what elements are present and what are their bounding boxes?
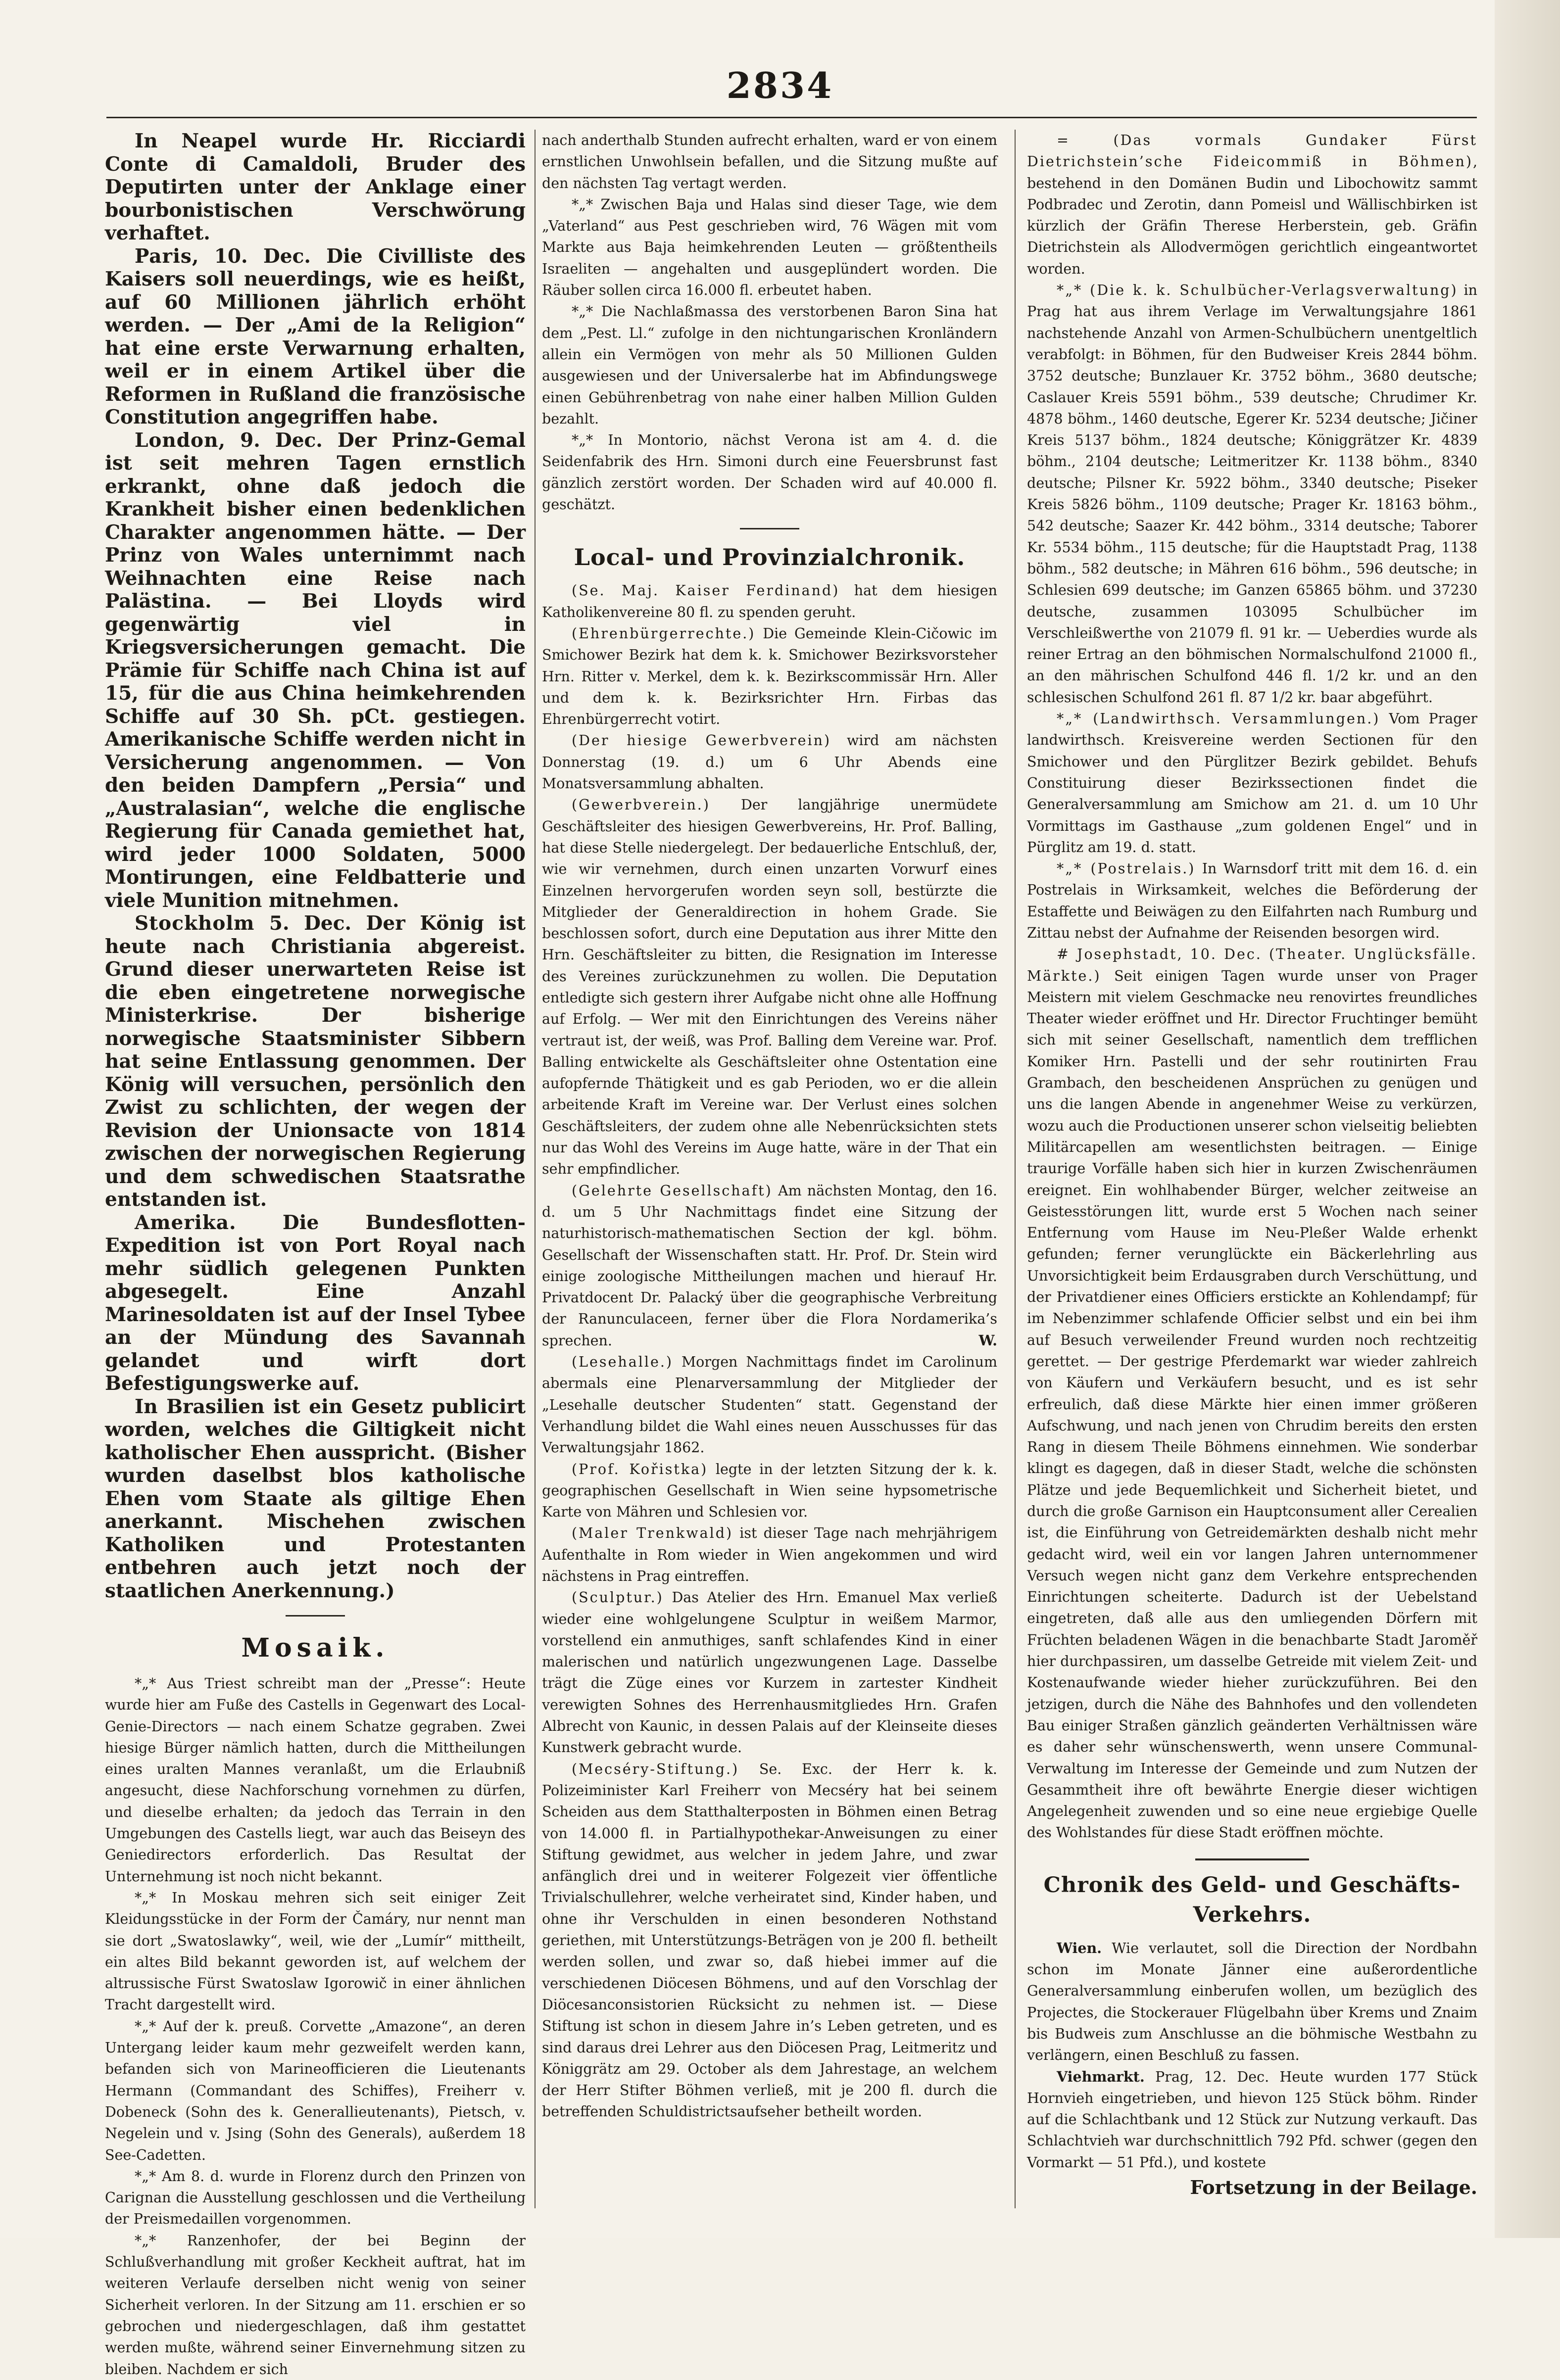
place-wien: Wien.	[1057, 1939, 1102, 1956]
column-3	[1027, 130, 1477, 2208]
page-number: 2834	[726, 64, 834, 106]
local-item-kaiser	[542, 580, 997, 623]
rubric: = (Das vormals Gundaker Fürst Dietrichstein’sche Fideicommiß in Böhmen)	[1027, 132, 1477, 170]
column-2	[542, 130, 997, 2208]
local-item-lesehalle	[542, 1351, 997, 1458]
news-amerika	[105, 1211, 526, 1395]
place-amerika: Amerika	[135, 1211, 229, 1234]
news-brasilien: In Brasilien ist ein Gesetz publicirt worden, welches die Giltigkeit nicht katholischer Ehen ausspricht. (Bisher wurden daselbst blos katholische Ehen vom Staate als giltige Ehen anerkannt. Mischehen zwischen Katholiken und Protestanten entbehren auch jetzt noch der staatlichen Anerkennung.)	[105, 1395, 526, 1602]
rubric: (Sculptur.)	[572, 1589, 664, 1606]
local-item-text: ist dieser Tage nach mehrjährigem Aufenthalte in Rom wieder in Wien angekommen und wird nächstens in Prag eintreffen.	[542, 1525, 997, 1584]
place-stockholm: Stockholm	[135, 912, 255, 935]
news-stockholm	[105, 912, 526, 1211]
local-item-trenkwald	[542, 1523, 997, 1587]
local-item-text: , bestehend in den Domänen Budin und Libochowitz sammt Podbradec und Zerotin, dann Pomeisl und Wällischbirken ist kürzlich der Gräfin Therese Herberstein, geb. Gräfin Dietrichstein als Allodvermögen gerichtlich eingeantwortet worden.	[1027, 153, 1477, 277]
column-divider-2	[1015, 130, 1016, 2208]
column-1	[105, 130, 526, 2378]
separator	[1195, 1858, 1309, 1860]
section-heading-geld-chronik: Chronik des Geld- und Geschäfts-Verkehrs.	[1043, 1872, 1461, 1927]
local-item-gewerbverein-1	[542, 730, 997, 794]
local-item-text: in Prag hat aus ihrem Verlage im Verwaltungsjahre 1861 nachstehende Anzahl von Armen-Schulbüchern unentgeltlich verabfolgt: in Böhmen, für den Budweiser Kreis 2844 böhm. 3752 deutsche; Bunzlauer Kr. 3752 böhm., 3680 deutsche; Caslauer Kreis 5591 böhm., 539 deutsche; Chrudimer Kr. 4878 böhm., 1460 deutsche, Egerer Kr. 5234 deutsche; Jičiner Kreis 5137 böhm., 1824 deutsche; Königgrätzer Kr. 4839 böhm., 2104 deutsche; Leitmeritzer Kr. 1138 böhm., 8340 deutsche; Pilsner Kr. 5922 böhm., 3340 deutsche; Piseker Kreis 5826 böhm., 1109 deutsche; Prager Kr. 18163 böhm., 542 deutsche; Saazer Kr. 442 böhm., 3314 deutsche; Taborer Kr. 5534 böhm., 115 deutsche; für die Hauptstadt Prag, 1138 böhm., 582 deutsche; in Mähren 616 böhm., 596 deutsche; in Schlesien 699 deutsche; im Ganzen 65865 böhm. und 37230 deutsche, zusammen 103095 Schulbücher im Verschleißwerthe von 21079 fl. 91 kr. — Ueberdies wurde als reiner Ertrag an den böhmischen Normalschulfond 21000 fl., an den mährischen Schulfond 446 fl. 1/2 kr. und an den schlesischen Schulfond 261 fl. 87 1/2 kr. baar abgeführt.	[1027, 282, 1478, 706]
rubric: (Gewerbverein.)	[572, 797, 710, 813]
local-item-text: Am nächsten Montag, den 16. d. um 5 Uhr Nachmittags findet eine Sitzung der naturhistorisch-mathematischen Section der kgl. böhm. Gesellschaft der Wissenschaften statt. Hr. Prof. Dr. Stein wird einige zoologische Mittheilungen machen und hierauf Hr. Privatdocent Dr. Palacký über die geographische Verbreitung der Ranunculaceen, ferner über die Flora Nordamerika’s sprechen.	[542, 1182, 997, 1349]
business-item-text: Wie verlautet, soll die Direction der Nordbahn schon im Monate Jänner eine außerordentliche Generalversammlung einberufen wollen, um bezüglich des Projectes, die Stockerauer Flügelbahn über Krems und Znaim bis Budweis zum Anschlusse an die böhmische Westbahn zu verlängern, einen Beschluß zu fassen.	[1027, 1940, 1477, 2064]
local-item-gewerbverein-2	[542, 794, 997, 1180]
place-london: London	[135, 428, 219, 452]
local-item-text: wird am nächsten Donnerstag (19. d.) um 6 Uhr Abends eine Monatsversammlung abhalten.	[542, 732, 997, 792]
local-item-text: In Warnsdorf tritt mit dem 16. d. ein Postrelais in Wirksamkeit, welches die Beförderung der Estaffette und Beiwägen zu den Eilfahrten nach Rumburg und Zittau nebst der Aufnahme der Reisenden besorgen wird.	[1027, 860, 1477, 941]
mosaik-item-montorio: *„* In Montorio, nächst Verona ist am 4. d. die Seidenfabrik des Hrn. Simoni durch eine Feuersbrunst fast gänzlich zerstört worden. Der Schaden wird auf 40.000 fl. geschätzt.	[542, 432, 997, 513]
business-item-viehmarkt	[1027, 2066, 1477, 2173]
news-amerika-text: . Die Bundesflotten-Expedition ist von Port Royal nach mehr südlich gelegenen Punkten abgesegelt. Eine Anzahl Marinesoldaten ist auf der Insel Tybee an der Mündung des Savannah gelandet und wirft dort Befestigungswerke auf.	[105, 1211, 526, 1395]
mosaik-item-ranzenhofer: *„* Ranzenhofer, der bei Beginn der Schlußverhandlung mit großer Keckheit auftrat, hat im weiteren Verlaufe derselben nicht wenig von seiner Sicherheit verloren. In der Sitzung am 11. erschien er so gebrochen und niedergeschlagen, daß ihm gestattet werden mußte, während seiner Einvernehmung sitzen zu bleiben. Nachdem er sich	[105, 2232, 526, 2378]
rubric: *„* (Postrelais.)	[1057, 860, 1196, 877]
local-item-fideicommiss	[1027, 130, 1477, 280]
mosaik-item-amazone: *„* Auf der k. preuß. Corvette „Amazone“, an deren Untergang leider kaum mehr gezweifelt werden kann, befanden sich von Marineofficieren die Lieutenants Hermann (Commandant des Schiffes), Freiherr v. Dobeneck (Sohn des k. Generallieutenants), Pietsch, v. Negelein und v. Jsing (Sohn des Generals), außerdem 18 See-Cadetten.	[105, 2018, 526, 2163]
local-item-koristka	[542, 1459, 997, 1523]
mosaik-item-baja: *„* Zwischen Baja und Halas sind dieser Tage, wie dem „Vaterland“ aus Pest geschrieben wird, 76 Wägen mit vom Markte aus Baja heimkehrenden Leuten — größtentheils Israeliten — angehalten und ausgeplündert worden. Die Räuber sollen circa 16.000 fl. erbeutet haben.	[542, 196, 997, 299]
place-viehmarkt: Viehmarkt.	[1057, 2068, 1145, 2085]
rubric: (Gelehrte Gesellschaft)	[572, 1182, 773, 1199]
rubric: # Josephstadt, 10. Dec. (Theater. Unglücksfälle. Märkte.)	[1027, 946, 1477, 984]
rubric: (Se. Maj. Kaiser Ferdinand)	[572, 582, 840, 599]
local-item-sculptur	[542, 1587, 997, 1758]
signature: W.	[978, 1332, 997, 1349]
mosaik-item-triest: *„* Aus Triest schreibt man der „Presse“: Heute wurde hier am Fuße des Castells in Gegenwart des Local-Genie-Directors — nach einem Schatze gegraben. Zwei hiesige Bürger nämlich hatten, durch die Mittheilungen eines uralten Mannes veranlaßt, um die Erlaubniß angesucht, diese Nachforschung vornehmen zu dürfen, und dieselbe erhalten; da jedoch das Terrain in den Umgebungen des Castells liegt, war auch das Beiseyn des Geniedirectors erforderlich. Das Resultat der Unternehmung ist noch nicht bekannt.	[105, 1675, 526, 1885]
rubric: *„* (Die k. k. Schulbücher-Verlagsverwaltung)	[1057, 282, 1458, 299]
local-item-landwirthsch	[1027, 708, 1477, 858]
section-heading-mosaik: Mosaik.	[241, 1633, 390, 1663]
rubric: (Mecséry-Stiftung.)	[572, 1761, 739, 1777]
local-item-text: Die Gemeinde Klein-Cičowic im Smichower Bezirk hat dem k. k. Smichower Bezirksvorsteher Hrn. Ritter v. Merkel, dem k. k. Bezirkscommissär Hrn. Aller und dem k. k. Bezirksrichter Hrn. Firbas das Ehrenbürgerrecht votirt.	[542, 625, 997, 728]
separator	[286, 1615, 345, 1617]
news-stockholm-text: 5. Dec. Der König ist heute nach Christiania abgereist. Grund dieser unerwarteten Reise ist die eben eingetretene norwegische Ministerkrise. Der bisherige norwegische Staatsminister Sibbern hat seine Entlassung genommen. Der König will versuchen, persönlich den Zwist zu schlichten, der wegen der Revision der Unionsacte von 1814 zwischen der norwegischen Regierung und dem schwedischen Staatsrathe entstanden ist.	[105, 912, 526, 1211]
local-item-schulbuecher	[1027, 280, 1477, 708]
header-rule	[106, 117, 1477, 118]
rubric: *„* (Landwirthsch. Versammlungen.)	[1057, 711, 1380, 727]
rubric: (Prof. Kořistka)	[572, 1461, 708, 1477]
mosaik-item-florenz: *„* Am 8. d. wurde in Florenz durch den Prinzen von Carignan die Ausstellung geschlossen und die Vertheilung der Preismedaillen vorgenommen.	[105, 2168, 526, 2228]
local-item-postrelais	[1027, 858, 1477, 944]
local-item-text: Se. Exc. der Herr k. k. Polizeiminister Karl Freiherr von Mecséry hat bei seinem Scheiden aus dem Statthalterposten in Böhmen einen Betrag von 14.000 fl. in Partialhypothekar-Anweisungen zu einer Stiftung gewidmet, aus welcher in jedem Jahre, und zwar anfänglich drei und in weiterer Folgezeit vier öffentliche Trivialschullehrer, welche verheiratet sind, Kinder haben, und ohne ihr Verschulden in einen besonderen Nothstand geriethen, mit Unterstützungs-Beträgen von je 200 fl. betheilt werden sollen, und zwar so, daß hiebei immer auf die verschiedenen Diöcesen Böhmens, und auf den Vorschlag der Diöcesanconsistorien Rücksicht zu nehmen ist. — Diese Stiftung ist schon in diesem Jahre in’s Leben getreten, und es sind daraus drei Lehrer aus den Diöcesen Prag, Leitmeritz und Königgrätz am 29. October als dem Jahrestage, an welchem der Herr Stifter Böhmen verließ, mit je 200 fl. durch die betreffenden Schuldistrictsaufseher betheilt worden.	[542, 1761, 997, 2120]
mosaik-item-ranzenhofer-cont: nach anderthalb Stunden aufrecht erhalten, ward er von einem ernstlichen Unwohlsein befallen, und die Sitzung mußte auf den nächsten Tag vertagt werden.	[542, 132, 997, 191]
section-heading-local-chronik: Local- und Provinzialchronik.	[574, 544, 966, 571]
rubric: (Lesehalle.)	[572, 1354, 674, 1371]
news-paris	[105, 245, 526, 429]
local-item-text: legte in der letzten Sitzung der k. k. geographischen Gesellschaft in Wien seine hypsometrische Karte von Mähren und Schlesien vor.	[542, 1461, 997, 1521]
column-divider-1	[535, 130, 536, 2208]
local-item-text: Der langjährige unermüdete Geschäftsleiter des hiesigen Gewerbvereins, Hr. Prof. Balling, hat diese Stelle niedergelegt. Der bedauerliche Entschluß, der, wie wir vernehmen, durch einen unzarten Vorwurf eines Einzelnen hervorgerufen worden seyn soll, bestürzte die Mitglieder der Generaldirection in hohem Grade. Sie beschlossen sofort, durch eine Deputation aus ihrer Mitte den Hrn. Geschäftsleiter zu bitten, die Resignation im Interesse des Vereines zurückzunehmen zu wollen. Die Deputation entledigte sich gestern ihrer Aufgabe nicht ohne alle Hoffnung auf Erfolg. — Wer mit den Einrichtungen des Vereins näher vertraut ist, der weiß, was Prof. Balling dem Vereine war. Prof. Balling entwickelte als Geschäftsleiter ohne Ostentation eine aufopfernde Thätigkeit und es gab Perioden, wo er die allein arbeitende Kraft im Vereine war. Der Verlust eines solchen Geschäftsleiters, der zudem ohne alle Nebenrücksichten stets nur das Wohl des Vereins im Auge hatte, wäre in der That ein sehr empfindlicher.	[542, 797, 997, 1178]
business-item-wien	[1027, 1938, 1477, 2066]
page-edge-shadow	[1495, 0, 1560, 2238]
mosaik-item-sina: *„* Die Nachlaßmassa des verstorbenen Baron Sina hat dem „Pest. Ll.“ zufolge in den nichtungarischen Kronländern allein ein Vermögen von mehr als 50 Millionen Gulden ausgewiesen und der Universalerbe hat im Abfindungswege einen Gebührenbetrag von nahe einer halben Million Gulden bezahlt.	[542, 303, 997, 427]
rubric: (Ehrenbürgerrechte.)	[572, 625, 756, 642]
local-item-text: Das Atelier des Hrn. Emanuel Max verließ wieder eine wohlgelungene Sculptur in weißem Marmor, vorstellend ein anmuthiges, sanft schlafendes Kind in einer malerischen und natürlich ungezwungenen Lage. Dasselbe trägt die Züge eines vor Kurzem in zartester Kindheit verewigten Sohnes des Herrenhausmitgliedes Hrn. Grafen Albrecht von Kaunic, in dessen Palais auf der Kleinseite dieses Kunstwerk gebracht wurde.	[542, 1589, 997, 1756]
separator	[740, 528, 799, 529]
news-london-text: , 9. Dec. Der Prinz-Gemal ist seit mehren Tagen ernstlich erkrankt, ohne daß jedoch die Krankheit bisher einen bedenklichen Charakter angenommen hätte. — Der Prinz von Wales unternimmt nach Weihnachten eine Reise nach Palästina. — Bei Lloyds wird gegenwärtig viel in Kriegsversicherungen gemacht. Die Prämie für Schiffe nach China ist auf 15, für die aus China heimkehrenden Schiffe auf 30 Sh. pCt. gestiegen. Amerikanische Schiffe werden nicht in Versicherung angenommen. — Von den beiden Dampfern „Persia“ und „Australasian“, welche die englische Regierung für Canada gemiethet hat, wird jeder 1000 Soldaten, 5000 Montirungen, eine Feldbatterie und viele Munition mitnehmen.	[105, 428, 526, 912]
local-item-josephstadt	[1027, 944, 1477, 1843]
local-item-text: hat dem hiesigen Katholikenvereine 80 fl. zu spenden geruht.	[542, 582, 997, 620]
place-paris: Paris	[135, 244, 192, 268]
business-item-text: Prag, 12. Dec. Heute wurden 177 Stück Hornvieh eingetrieben, und hievon 125 Stück böhm. Rinder auf die Schlachtbank und 12 Stück zur Nutzung verkauft. Das Schlachtvieh war durchschnittlich 792 Pfd. schwer (gegen den Vormarkt — 51 Pfd.), und kostete	[1027, 2068, 1477, 2171]
news-neapel: In Neapel wurde Hr. Ricciardi Conte di Camaldoli, Bruder des Deputirten unter der Anklage einer bourbonistischen Verschwörung verhaftet.	[105, 130, 526, 244]
mosaik-item-moskau: *„* In Moskau mehren sich seit einiger Zeit Kleidungsstücke in der Form der Čamáry, nur nennt man sie dort „Swatoslawky“, weil, wie der „Lumír“ mittheilt, ein altes Bild bekannt geworden ist, auf welchem der altrussische Fürst Swatoslaw Igorowič in einer ähnlichen Tracht dargestellt wird.	[105, 1889, 526, 2013]
news-paris-text: , 10. Dec. Die Civilliste des Kaisers soll neuerdings, wie es heißt, auf 60 Millionen jährlich erhöht werden. — Der „Ami de la Religion“ hat eine erste Verwarnung erhalten, weil er in einem Artikel über die Reformen in Rußland die französische Constitution angegriffen habe.	[105, 244, 526, 428]
local-item-text: Vom Prager landwirthsch. Kreisvereine werden Sectionen für den Smichower und den Pürglitzer Bezirk gebildet. Behufs Constituirung dieser Bezirkssectionen findet die Generalversammlung am Smichow am 21. d. um 10 Uhr Vormittags im Gasthause „zum goldenen Engel“ und in Pürglitz am 19. d. statt.	[1027, 711, 1477, 856]
local-item-ehrenbuerger	[542, 623, 997, 730]
local-item-mecsery	[542, 1759, 997, 2123]
local-item-text: Morgen Nachmittags findet im Carolinum abermals eine Plenarversammlung der Mitglieder der „Lesehalle deutscher Studenten“ statt. Gegenstand der Verhandlung bildet die Wahl eines neuen Ausschusses für das Verwaltungsjahr 1862.	[542, 1354, 997, 1456]
news-london	[105, 429, 526, 912]
rubric: (Der hiesige Gewerbverein)	[572, 732, 831, 749]
local-item-gelehrte	[542, 1180, 997, 1351]
local-item-text: Seit einigen Tagen wurde unser von Prager Meistern mit vielem Geschmacke neu renovirtes freundliches Theater wieder eröffnet und Hr. Director Fruchtinger bemüht sich mit seiner Gesellschaft, namentlich dem trefflichen Komiker Hrn. Pastelli und der sehr routinirten Frau Grambach, den bescheidenen Ansprüchen zu genügen und uns die langen Abende in angenehmer Weise zu verkürzen, wozu auch die Productionen unserer schon vielseitig beliebten Militärcapellen am wesentlichsten beitragen. — Einige traurige Vorfälle haben sich hier in kurzen Zwischenräumen ereignet. Ein wohlhabender Bürger, welcher zeitweise an Geistesstörungen litt, wurde erst 5 Wochen nach seiner Entfernung vom Hause im Neu-Pleßer Walde erhenkt gefunden; ferner verunglückte ein Bäckerlehrling aus Unvorsichtigkeit beim Erdausgraben durch Verschüttung, und der Privatdiener eines Officiers erstickte an Kohlendampf; für im Nebenzimmer schlafende Officier selbst und ein bei ihm auf Besuch verweilender Freund wurden noch rechtzeitig gerettet. — Der gestrige Pferdemarkt war wieder zahlreich von Käufern und Verkäufern besucht, und es ist sehr erfreulich, daß diese Märkte hier einen immer größeren Aufschwung, und nach jenen von Chrudim bereits den ersten Rang in diesem Theile Böhmens einnehmen. Wie sonderbar klingt es dagegen, daß in dieser Stadt, welche die schönsten Plätze und jede Bequemlichkeit und Sicherheit bietet, und durch die große Garnison ein Hauptconsument aller Cerealien ist, die Einführung von Getreidemärkten deshalb nicht mehr gedacht wird, weil ein vor langen Jahren unternommener Versuch wegen nicht ganz dem Verkehre entsprechenden Einrichtungen scheiterte. Dadurch ist der Uebelstand eingetreten, daß alle aus den umliegenden Dörfern mit Früchten beladenen Wägen in die benachbarte Stadt Jaroměř hier durchpassiren, um dasselbe Getreide mit vielem Zeit- und Kostenaufwande wieder hieher zurückzuführen. Bei den jetzigen, durch die Nähe des Bahnhofes und den vollendeten Bau einiger Straßen gänzlich geänderten Verhältnissen wäre es daher sehr wünschenswerth, wenn unsere Communal-Verwaltung im Interesse der Gemeinde und zum Nutzen der Gesammtheit ihre oft bewährte Energie dieser wichtigen Angelegenheit zuwenden und so eine neue ergiebige Quelle des Wohlstandes für diese Stadt eröffnen möchte.	[1027, 967, 1477, 1841]
rubric: (Maler Trenkwald)	[572, 1525, 733, 1542]
continued-note: Fortsetzung in der Beilage.	[1190, 2176, 1477, 2199]
